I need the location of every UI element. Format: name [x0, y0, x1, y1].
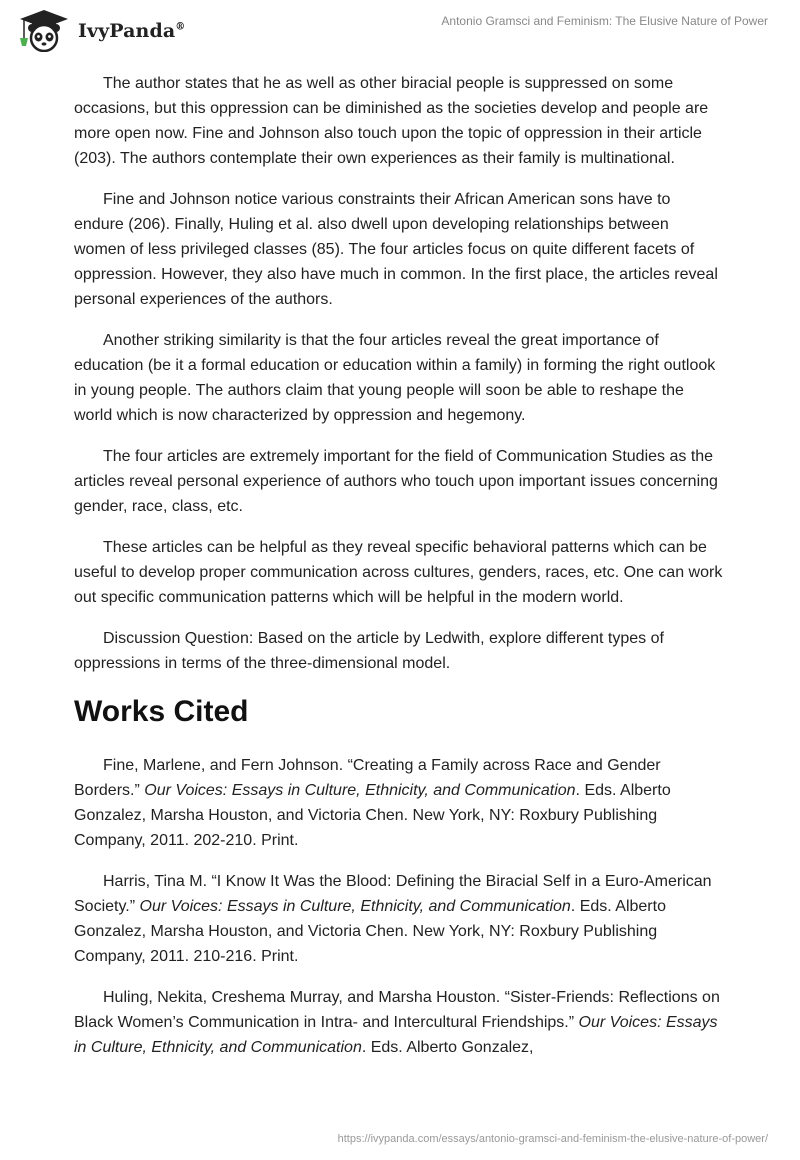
discussion-question: Discussion Question: Based on the article by Ledwith, explore different types of oppressions in terms of the three-dimensional model.	[74, 630, 664, 672]
works-cited-heading: Works Cited	[74, 695, 249, 728]
citation-entry: Fine, Marlene, and Fern Johnson. “Creating a Family across Race and Gender Borders.” Our Voices: Essays in Culture, Ethnicity, and Communication. Eds. Alberto Gonzalez, Marsha Houston, and Victoria Chen. New York, NY: Roxbury Publishing Company, 2011. 202-210. Print.	[74, 757, 671, 849]
body-paragraph: The author states that he as well as other biracial people is suppressed on some occasions, but this oppression can be diminished as the societies develop and people are more open now. Fine and Johnson also touch upon the topic of oppression in their article (203). The authors contemplate their own experiences as their family is multinational.	[74, 75, 709, 167]
body-paragraph: These articles can be helpful as they reveal specific behavioral patterns which can be useful to develop proper communication across cultures, genders, races, etc. One can work out specific communication patterns which will be helpful in the modern world.	[74, 539, 723, 606]
body-paragraph: Another striking similarity is that the four articles reveal the great importance of education (be it a formal education or education within a family) in forming the right outlook in young people. The authors claim that young people will soon be able to reshape the world which is now characterized by oppression and hegemony.	[74, 332, 716, 424]
panda-graduation-cap-icon	[16, 8, 72, 52]
essay-content	[74, 71, 724, 1076]
body-paragraph: Fine and Johnson notice various constraints their African American sons have to endure (206). Finally, Huling et al. also dwell upon developing relationships between women of less privileged classes (85). The four articles focus on quite different facets of oppression. However, they also have much in common. In the first place, the articles reveal personal experiences of the authors.	[74, 191, 718, 308]
ivypanda-logo[interactable]	[16, 8, 185, 52]
citation-entry: Harris, Tina M. “I Know It Was the Blood: Defining the Biracial Self in a Euro-American Society.” Our Voices: Essays in Culture, Ethnicity, and Communication. Eds. Alberto Gonzalez, Marsha Houston, and Victoria Chen. New York, NY: Roxbury Publishing Company, 2011. 210-216. Print.	[74, 873, 712, 965]
document-title: Antonio Gramsci and Feminism: The Elusive Nature of Power	[441, 14, 768, 28]
page-header	[0, 0, 800, 60]
brand-name: IvyPanda®	[78, 20, 186, 42]
body-paragraph: The four articles are extremely important for the field of Communication Studies as the articles reveal personal experience of authors who touch upon important issues concerning gender, race, class, etc.	[74, 448, 718, 515]
citation-entry: Huling, Nekita, Creshema Murray, and Marsha Houston. “Sister-Friends: Reflections on Black Women’s Communication in Intra- and Intercultural Friendships.” Our Voices: Essays in Culture, Ethnicity, and Communication. Eds. Alberto Gonzalez,	[74, 989, 720, 1056]
source-url-link[interactable]: https://ivypanda.com/essays/antonio-gramsci-and-feminism-the-elusive-nature-of-power/	[337, 1133, 768, 1145]
